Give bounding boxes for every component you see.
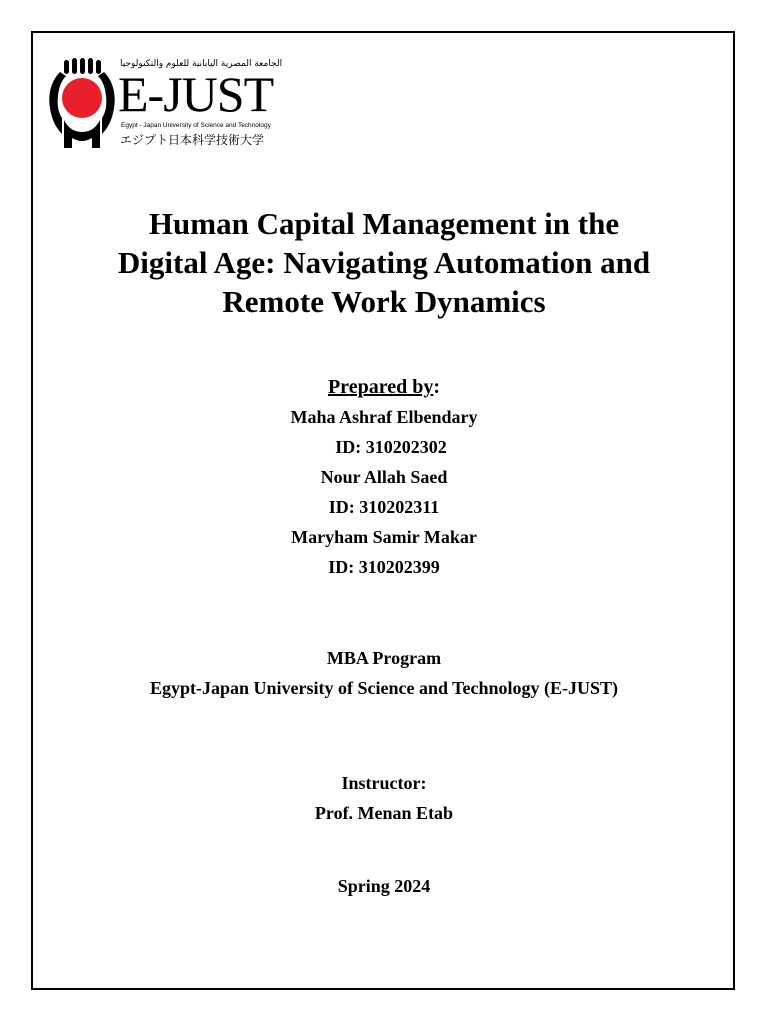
author-name: Maha Ashraf Elbendary — [290, 407, 478, 427]
prepared-by-colon: : — [433, 376, 441, 398]
author-id: ID: 310202311 — [328, 497, 440, 517]
title-line-1: Human Capital Management in the — [148, 206, 620, 241]
program-info — [60, 643, 708, 703]
university-name: Egypt-Japan University of Science and Technology (E-JUST) — [149, 678, 619, 698]
term-label: Spring 2024 — [337, 876, 431, 896]
author-name: Maryham Samir Makar — [291, 527, 477, 547]
logo-arabic-text: الجامعة المصرية اليابانية للعلوم والتكنولوجيا — [120, 59, 283, 69]
prepared-by-label: Prepared by — [327, 376, 434, 398]
logo-english-text: Egypt - Japan University of Science and Technology — [121, 122, 271, 129]
author-name: Nour Allah Saed — [320, 467, 448, 487]
author-id: ID: 310202302 — [335, 437, 447, 457]
university-logo — [48, 58, 293, 153]
title-line-3: Remote Work Dynamics — [222, 284, 546, 319]
term — [60, 871, 708, 901]
instructor-name: Prof. Menan Etab — [314, 803, 454, 823]
program-name: MBA Program — [326, 648, 442, 668]
instructor-label: Instructor: — [341, 773, 427, 793]
author-list — [60, 402, 708, 582]
document-title — [60, 204, 708, 321]
prepared-by-heading — [60, 372, 708, 402]
title-line-2: Digital Age: Navigating Automation and — [117, 245, 651, 280]
logo-wordmark: E-JUST — [118, 66, 274, 122]
logo-japanese-text: エジプト日本科学技術大学 — [120, 133, 265, 147]
e-just-emblem-icon — [48, 58, 116, 150]
author-id: ID: 310202399 — [328, 557, 440, 577]
instructor-info — [60, 768, 708, 828]
